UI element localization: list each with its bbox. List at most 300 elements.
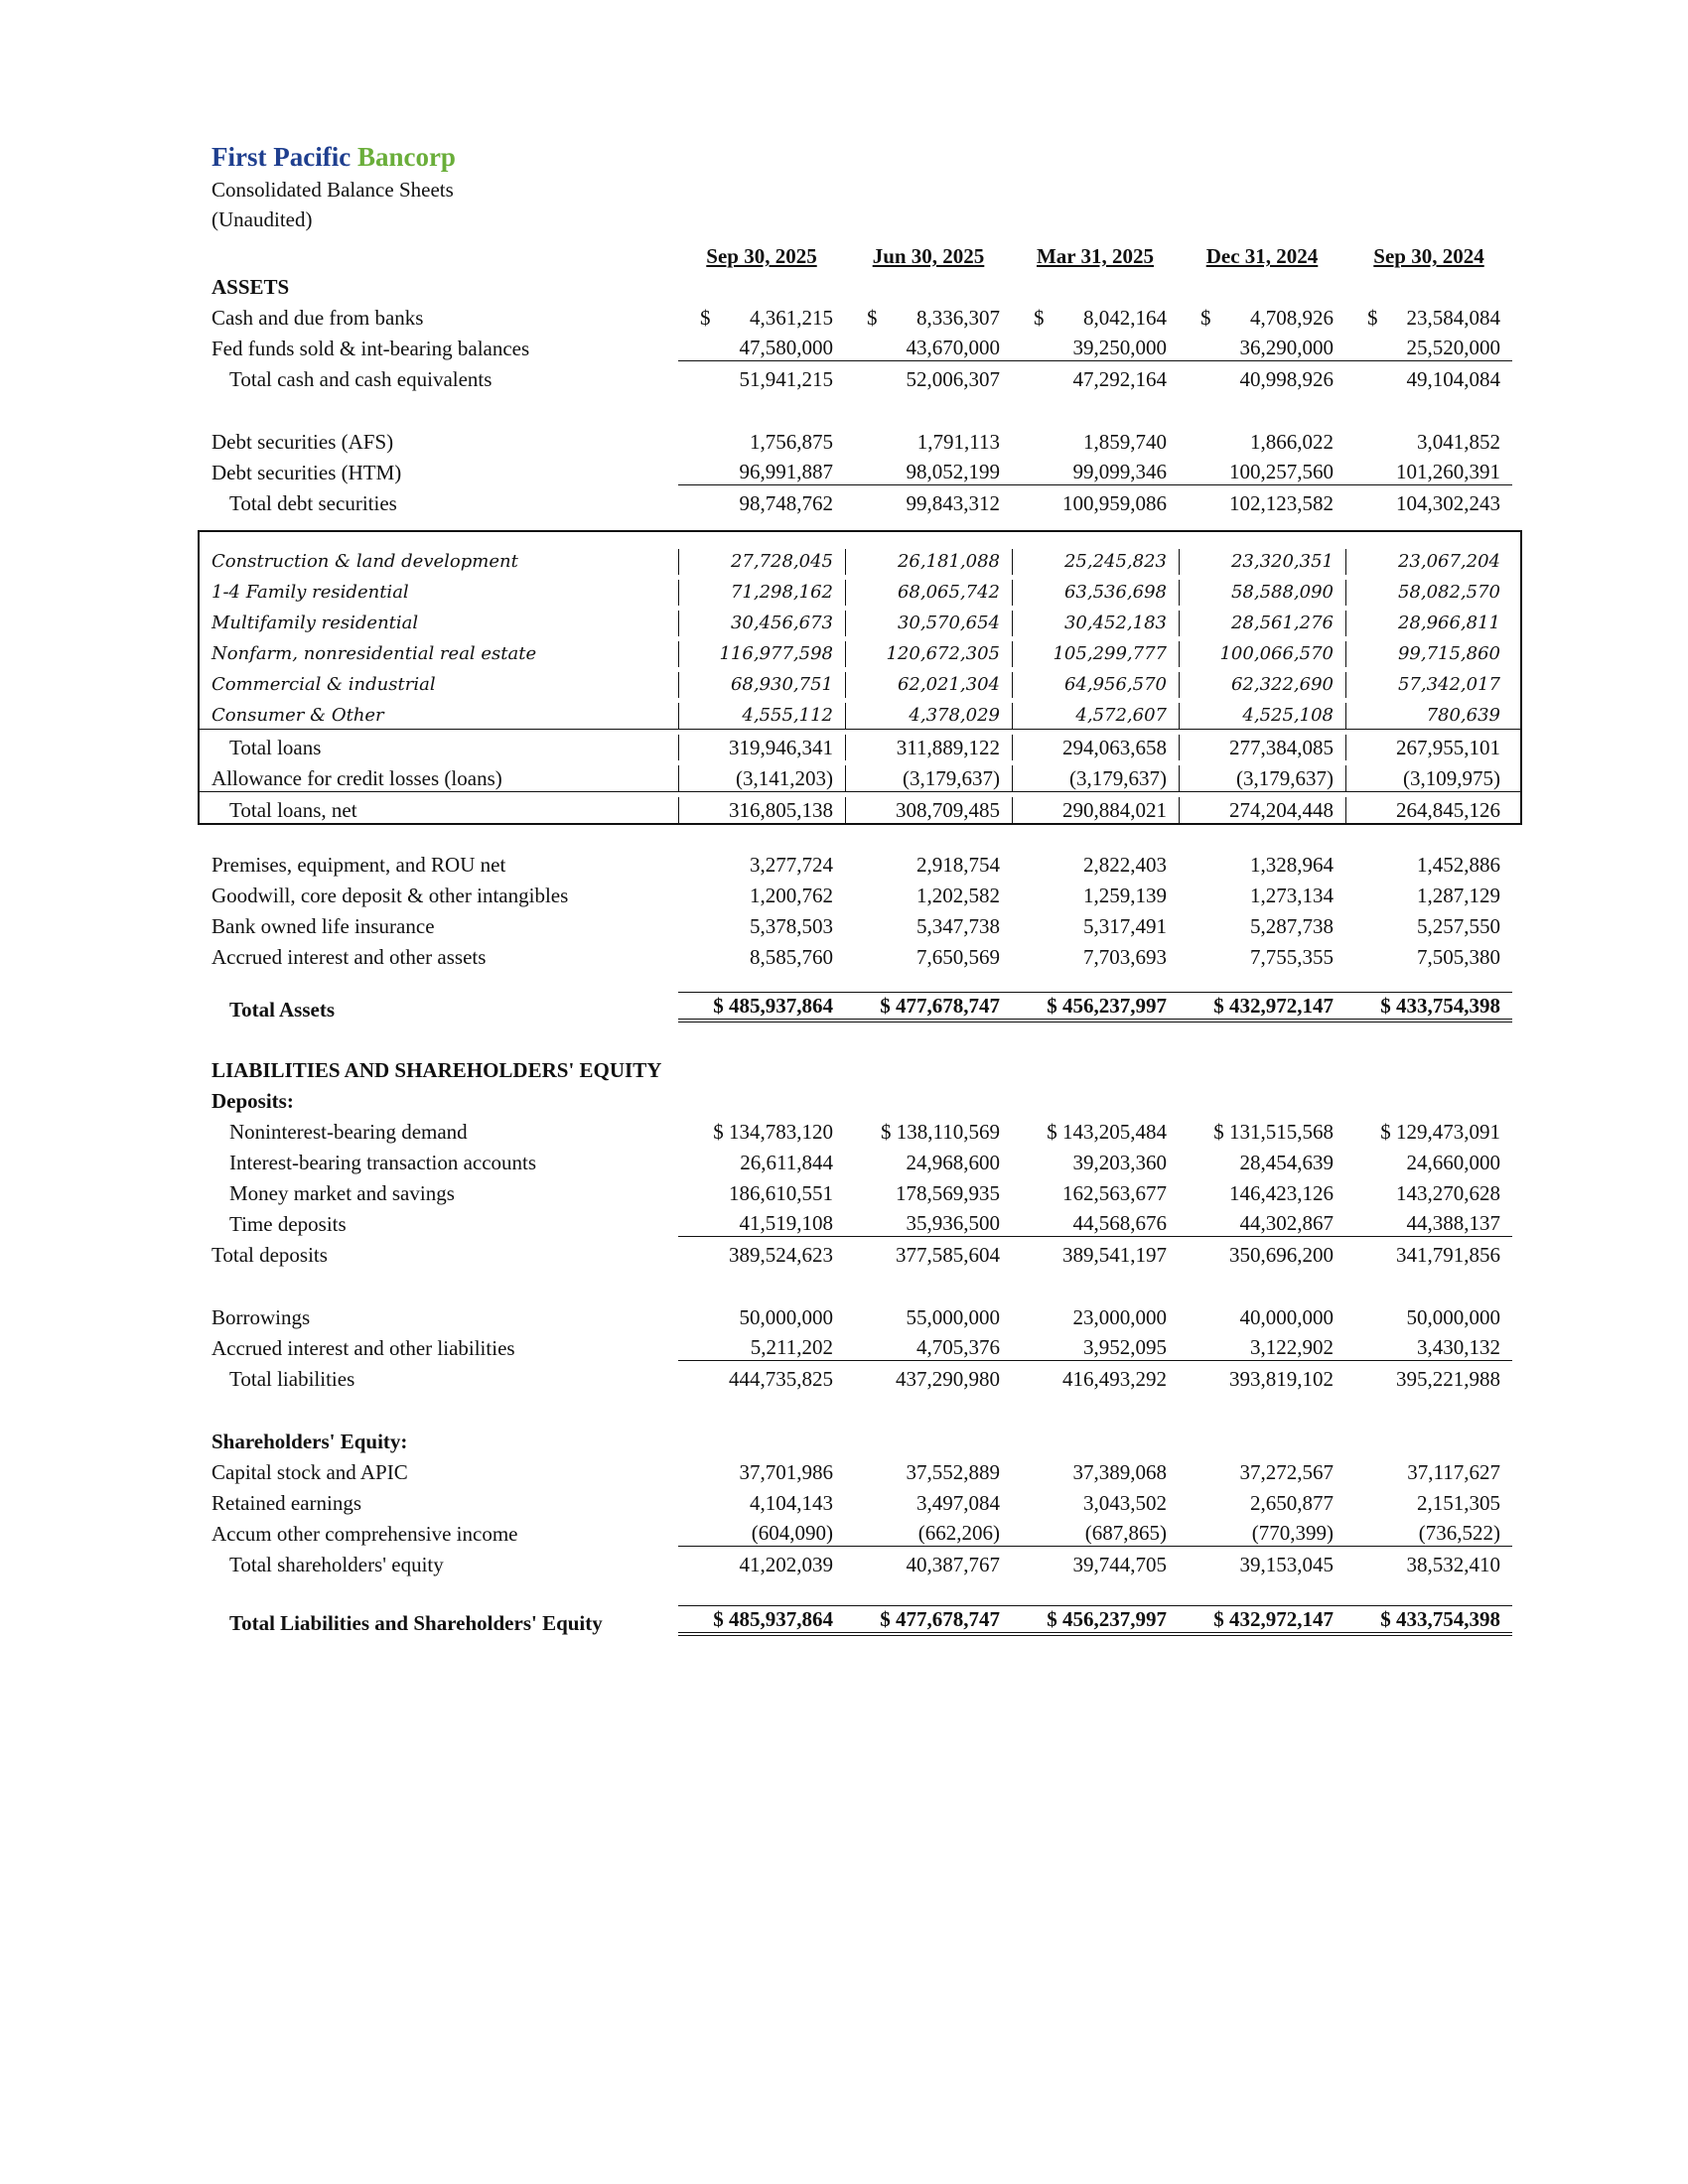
row-total_equity [211,1547,1522,1577]
value: $ 456,237,997 [1047,994,1167,1018]
row-label: Accum other comprehensive income [211,1522,518,1546]
value: 23,000,000 [1072,1305,1167,1329]
value-cell [1012,1520,1179,1547]
loan-portfolio-box [211,530,1522,823]
value-cell [1012,459,1179,485]
row-family14 [211,575,1522,606]
value-cell [845,1490,1012,1516]
row-label: Consumer & Other [211,705,384,726]
value-cell [845,1150,1012,1175]
row-label: Fed funds sold & int-bearing balances [211,337,530,360]
value: 1,273,134 [1250,884,1334,907]
value-cell [1345,490,1512,516]
value-cell [678,703,845,729]
period-label: Sep 30, 2024 [1373,244,1484,268]
value: 52,006,307 [906,367,1000,391]
currency-symbol: $ [700,306,711,330]
value: 780,639 [1426,705,1500,726]
row-nonint [211,1114,1522,1145]
row-label: Interest-bearing transaction accounts [229,1151,537,1174]
spacer [211,530,1522,544]
value: 377,585,604 [896,1243,1000,1267]
value-cell [845,1304,1012,1330]
period-label: Jun 30, 2025 [872,244,985,268]
value: 51,941,215 [739,367,833,391]
row-total_deposits [211,1237,1522,1268]
value: 25,520,000 [1406,336,1500,359]
row-total_cash [211,361,1522,392]
value-cell [845,1552,1012,1577]
value: (3,109,975) [1403,766,1500,790]
value: 28,561,276 [1230,613,1334,633]
section-heading: Shareholders' Equity: [211,1430,408,1453]
value: 44,388,137 [1406,1211,1500,1235]
value-cell [1345,1459,1512,1485]
row-accrued_liab [211,1330,1522,1361]
value: 4,555,112 [742,705,833,726]
value-cell [678,852,845,878]
value-cell [1012,883,1179,908]
row-values [678,992,1512,1023]
value: 8,042,164 [1083,306,1167,330]
value: 341,791,856 [1396,1243,1500,1267]
value: 41,202,039 [739,1553,833,1576]
value: 395,221,988 [1396,1367,1500,1391]
value: (662,206) [917,1521,1000,1545]
value-cell [678,992,845,1023]
value-cell [1345,611,1512,636]
value-cell [678,1304,845,1330]
value-cell [845,735,1012,760]
value-cell [1012,1490,1179,1516]
value: 178,569,935 [896,1181,1000,1205]
value-cell [1012,1366,1179,1392]
value-cell [678,490,845,516]
value-cell [1179,765,1345,791]
spacer [211,1392,1522,1424]
value-cell [1345,1242,1512,1268]
value: 49,104,084 [1406,367,1500,391]
value: 39,744,705 [1072,1553,1167,1576]
value: 5,378,503 [750,914,833,938]
row-label: Retained earnings [211,1491,362,1515]
value: 4,525,108 [1242,705,1334,726]
value: 96,991,887 [739,460,833,483]
row-values [678,490,1512,516]
row-htm [211,455,1522,485]
value: 1,866,022 [1250,430,1334,454]
value: 99,099,346 [1072,460,1167,483]
value: 1,287,129 [1417,884,1500,907]
row-values [678,1366,1512,1392]
value: 2,151,305 [1417,1491,1500,1515]
value-cell [845,703,1012,729]
row-label: Total shareholders' equity [229,1553,444,1576]
value-cell [678,1490,845,1516]
row-label: Accrued interest and other liabilities [211,1336,515,1360]
row-capital [211,1454,1522,1485]
row-values [678,765,1512,791]
value: 2,918,754 [916,853,1000,877]
row-accrued_assets [211,939,1522,970]
value: 57,342,017 [1397,674,1500,695]
value: 37,552,889 [906,1460,1000,1484]
value-cell [1179,1552,1345,1577]
row-consumer [211,698,1522,729]
spacer [211,516,1522,530]
value: 98,052,199 [906,460,1000,483]
row-values [678,366,1512,392]
row-values [678,913,1512,939]
value: $ 433,754,398 [1380,994,1500,1018]
value: 3,430,132 [1417,1335,1500,1359]
value: $ 485,937,864 [713,1607,833,1631]
row-label: Multifamily residential [211,613,419,633]
value: 294,063,658 [1062,736,1167,759]
value: 4,104,143 [750,1491,833,1515]
value-cell [678,883,845,908]
value: 37,389,068 [1072,1460,1167,1484]
value: $ 485,937,864 [713,994,833,1018]
currency-symbol: $ [867,306,878,330]
value-cell [1012,1119,1179,1145]
row-fedfunds [211,331,1522,361]
value-cell [678,549,845,575]
value: 8,585,760 [750,945,833,969]
row-multifamily [211,606,1522,636]
spacer [211,1023,1522,1052]
value-cell [1012,429,1179,455]
value: 101,260,391 [1396,460,1500,483]
value-cell [1345,1520,1512,1547]
value-cell [1345,913,1512,939]
value-cell [1179,1242,1345,1268]
currency-symbol: $ [1367,306,1378,330]
value-cell [1179,1490,1345,1516]
value-cell [1179,1334,1345,1361]
value: 99,715,860 [1397,643,1500,664]
value-cell [1179,1210,1345,1237]
value: 1,328,964 [1250,853,1334,877]
value-cell [845,305,1012,331]
value: 68,065,742 [897,582,1000,603]
value: 100,257,560 [1229,460,1334,483]
value: 28,454,639 [1239,1151,1334,1174]
value-cell [845,1334,1012,1361]
value: 47,580,000 [739,336,833,359]
value-cell [1345,1119,1512,1145]
value-cell [845,641,1012,667]
value: $ 143,205,484 [1047,1120,1167,1144]
row-construction [211,544,1522,575]
value-cell [678,366,845,392]
value-cell [1012,913,1179,939]
row-premises [211,847,1522,878]
row-values [678,852,1512,878]
period-header [678,243,845,269]
section-heading-row [211,269,1522,300]
value: 389,524,623 [729,1243,833,1267]
row-values [678,1605,1512,1636]
row-label: Debt securities (HTM) [211,461,402,484]
balance-sheet-table [211,238,1522,1636]
value-cell [678,1605,845,1636]
value: 143,270,628 [1396,1181,1500,1205]
row-values [678,883,1512,908]
row-label: Total deposits [211,1243,328,1267]
value-cell [678,305,845,331]
row-values [678,1334,1512,1361]
row-nonfarm [211,636,1522,667]
value-cell [678,1210,845,1237]
value-cell [678,1334,845,1361]
value-cell [1012,549,1179,575]
value-cell [1345,672,1512,698]
value-cell [678,944,845,970]
value: 71,298,162 [730,582,833,603]
row-loans_net [198,791,1522,823]
value: 4,572,607 [1075,705,1167,726]
value: (3,179,637) [903,766,1000,790]
value-cell [1345,641,1512,667]
value: 1,259,139 [1083,884,1167,907]
value-cell [678,1180,845,1206]
value: 105,299,777 [1053,643,1167,664]
value-cell [1012,1150,1179,1175]
value-cell [1345,797,1512,823]
row-label: Cash and due from banks [211,306,424,330]
row-values [678,1552,1512,1577]
row-label: Premises, equipment, and ROU net [211,853,506,877]
value: 7,650,569 [916,945,1000,969]
row-values [678,1210,1512,1237]
value-cell [1179,335,1345,361]
value: 267,955,101 [1396,736,1500,759]
row-time [211,1206,1522,1237]
value-cell [1179,305,1345,331]
value-cell [1179,1119,1345,1145]
value-cell [1179,1366,1345,1392]
value-cell [1179,1180,1345,1206]
value-cell [1345,1304,1512,1330]
row-values [678,735,1512,760]
loan-rows [211,530,1522,823]
value: 5,211,202 [750,1335,833,1359]
value: 393,819,102 [1229,1367,1334,1391]
value: 40,000,000 [1239,1305,1334,1329]
value-cell [1345,305,1512,331]
value-cell [845,611,1012,636]
value: 50,000,000 [1406,1305,1500,1329]
value: 27,728,045 [730,551,833,572]
value: $ 134,783,120 [713,1120,833,1144]
value: 319,946,341 [729,736,833,759]
value-cell [1012,1459,1179,1485]
row-values [678,1520,1512,1547]
value: 39,153,045 [1239,1553,1334,1576]
value-cell [845,1180,1012,1206]
spacer [211,392,1522,424]
period-label: Mar 31, 2025 [1036,244,1154,268]
row-afs [211,424,1522,455]
value-cell [1012,797,1179,823]
value-cell [1345,580,1512,606]
row-values [678,1459,1512,1485]
value-cell [845,490,1012,516]
value-cell [1179,459,1345,485]
row-cash [211,300,1522,331]
value: 3,043,502 [1083,1491,1167,1515]
value: 1,202,582 [916,884,1000,907]
value-cell [845,992,1012,1023]
value-cell [1012,490,1179,516]
value-cell [1012,1552,1179,1577]
value-cell [845,1366,1012,1392]
row-bolis [211,908,1522,939]
value-cell [1012,1304,1179,1330]
value: $ 432,972,147 [1213,994,1334,1018]
value-cell [678,1150,845,1175]
value: 35,936,500 [906,1211,1000,1235]
value: 40,998,926 [1239,367,1334,391]
value-cell [845,1119,1012,1145]
value-cell [678,335,845,361]
row-label: 1-4 Family residential [211,582,409,603]
row-moneymkt [211,1175,1522,1206]
value: 38,532,410 [1406,1553,1500,1576]
value-cell [678,672,845,698]
company-name [211,139,456,175]
value: 277,384,085 [1229,736,1334,759]
period-header [845,243,1012,269]
value-cell [1345,1552,1512,1577]
row-label: Money market and savings [229,1181,455,1205]
row-label: Total liabilities [229,1367,355,1391]
value-cell [1012,765,1179,791]
value-cell [1179,1304,1345,1330]
value-cell [845,366,1012,392]
value-cell [1179,852,1345,878]
value-cell [1179,1459,1345,1485]
value-cell [845,672,1012,698]
value-cell [1012,580,1179,606]
value: 2,822,403 [1083,853,1167,877]
value: 64,956,570 [1063,674,1167,695]
value: 58,082,570 [1397,582,1500,603]
value: $ 432,972,147 [1213,1607,1334,1631]
value: (604,090) [751,1521,833,1545]
value-cell [678,459,845,485]
value: 104,302,243 [1396,491,1500,515]
currency-symbol: $ [1034,306,1045,330]
value: 311,889,122 [896,736,1000,759]
period-header [1179,243,1345,269]
value-cell [1345,1366,1512,1392]
value: 4,705,376 [916,1335,1000,1359]
row-values [678,429,1512,455]
report-subtitle: (Unaudited) [211,207,313,231]
row-label: Capital stock and APIC [211,1460,408,1484]
value-cell [1345,944,1512,970]
row-values [678,944,1512,970]
value-cell [678,1552,845,1577]
period-header [1345,243,1512,269]
row-label: Accrued interest and other assets [211,945,487,969]
report-title: Consolidated Balance Sheets [211,178,454,202]
value: $ 131,515,568 [1213,1120,1334,1144]
value: 316,805,138 [729,798,833,822]
value-cell [678,580,845,606]
section-heading: LIABILITIES AND SHAREHOLDERS' EQUITY [211,1058,662,1082]
value: $ 456,237,997 [1047,1607,1167,1631]
value-cell [1345,1210,1512,1237]
row-label: Allowance for credit losses (loans) [211,766,502,790]
value-cell [1012,703,1179,729]
row-values [678,611,1512,636]
value: 39,250,000 [1072,336,1167,359]
value-cell [1012,852,1179,878]
value: 1,791,113 [916,430,1000,454]
value-cell [845,1242,1012,1268]
value: 3,952,095 [1083,1335,1167,1359]
row-label: Total debt securities [229,491,397,515]
value: 5,317,491 [1083,914,1167,938]
value: 30,456,673 [730,613,833,633]
value: 1,756,875 [750,430,833,454]
value-cell [845,797,1012,823]
value-cell [1345,1150,1512,1175]
value-cell [845,883,1012,908]
value-cell [845,913,1012,939]
value-cell [1345,335,1512,361]
value-cell [1012,1605,1179,1636]
value: 23,320,351 [1230,551,1334,572]
row-values [678,1304,1512,1330]
row-values [678,1150,1512,1175]
row-values [678,641,1512,667]
value: 36,290,000 [1239,336,1334,359]
value: 25,245,823 [1063,551,1167,572]
period-header [1012,243,1179,269]
row-aoci [211,1516,1522,1547]
value: 444,735,825 [729,1367,833,1391]
value: 55,000,000 [906,1305,1000,1329]
value: 30,570,654 [897,613,1000,633]
row-label: Total loans, net [229,798,357,822]
row-total_liab [211,1361,1522,1392]
value-cell [1012,305,1179,331]
value: (3,179,637) [1236,766,1334,790]
value: 63,536,698 [1063,582,1167,603]
value: 47,292,164 [1072,367,1167,391]
section-heading: ASSETS [211,275,290,299]
value-cell [845,1520,1012,1547]
value-cell [845,459,1012,485]
period-label: Sep 30, 2025 [706,244,817,268]
value: 37,272,567 [1239,1460,1334,1484]
value-cell [1179,735,1345,760]
row-label: Time deposits [229,1212,347,1236]
row-goodwill [211,878,1522,908]
value: 120,672,305 [886,643,1000,664]
row-values [678,1490,1512,1516]
value: $ 433,754,398 [1380,1607,1500,1631]
column-header-row [211,238,1522,269]
value: 186,610,551 [729,1181,833,1205]
value-cell [678,641,845,667]
value-cell [678,1520,845,1547]
value: 23,584,084 [1406,306,1500,330]
